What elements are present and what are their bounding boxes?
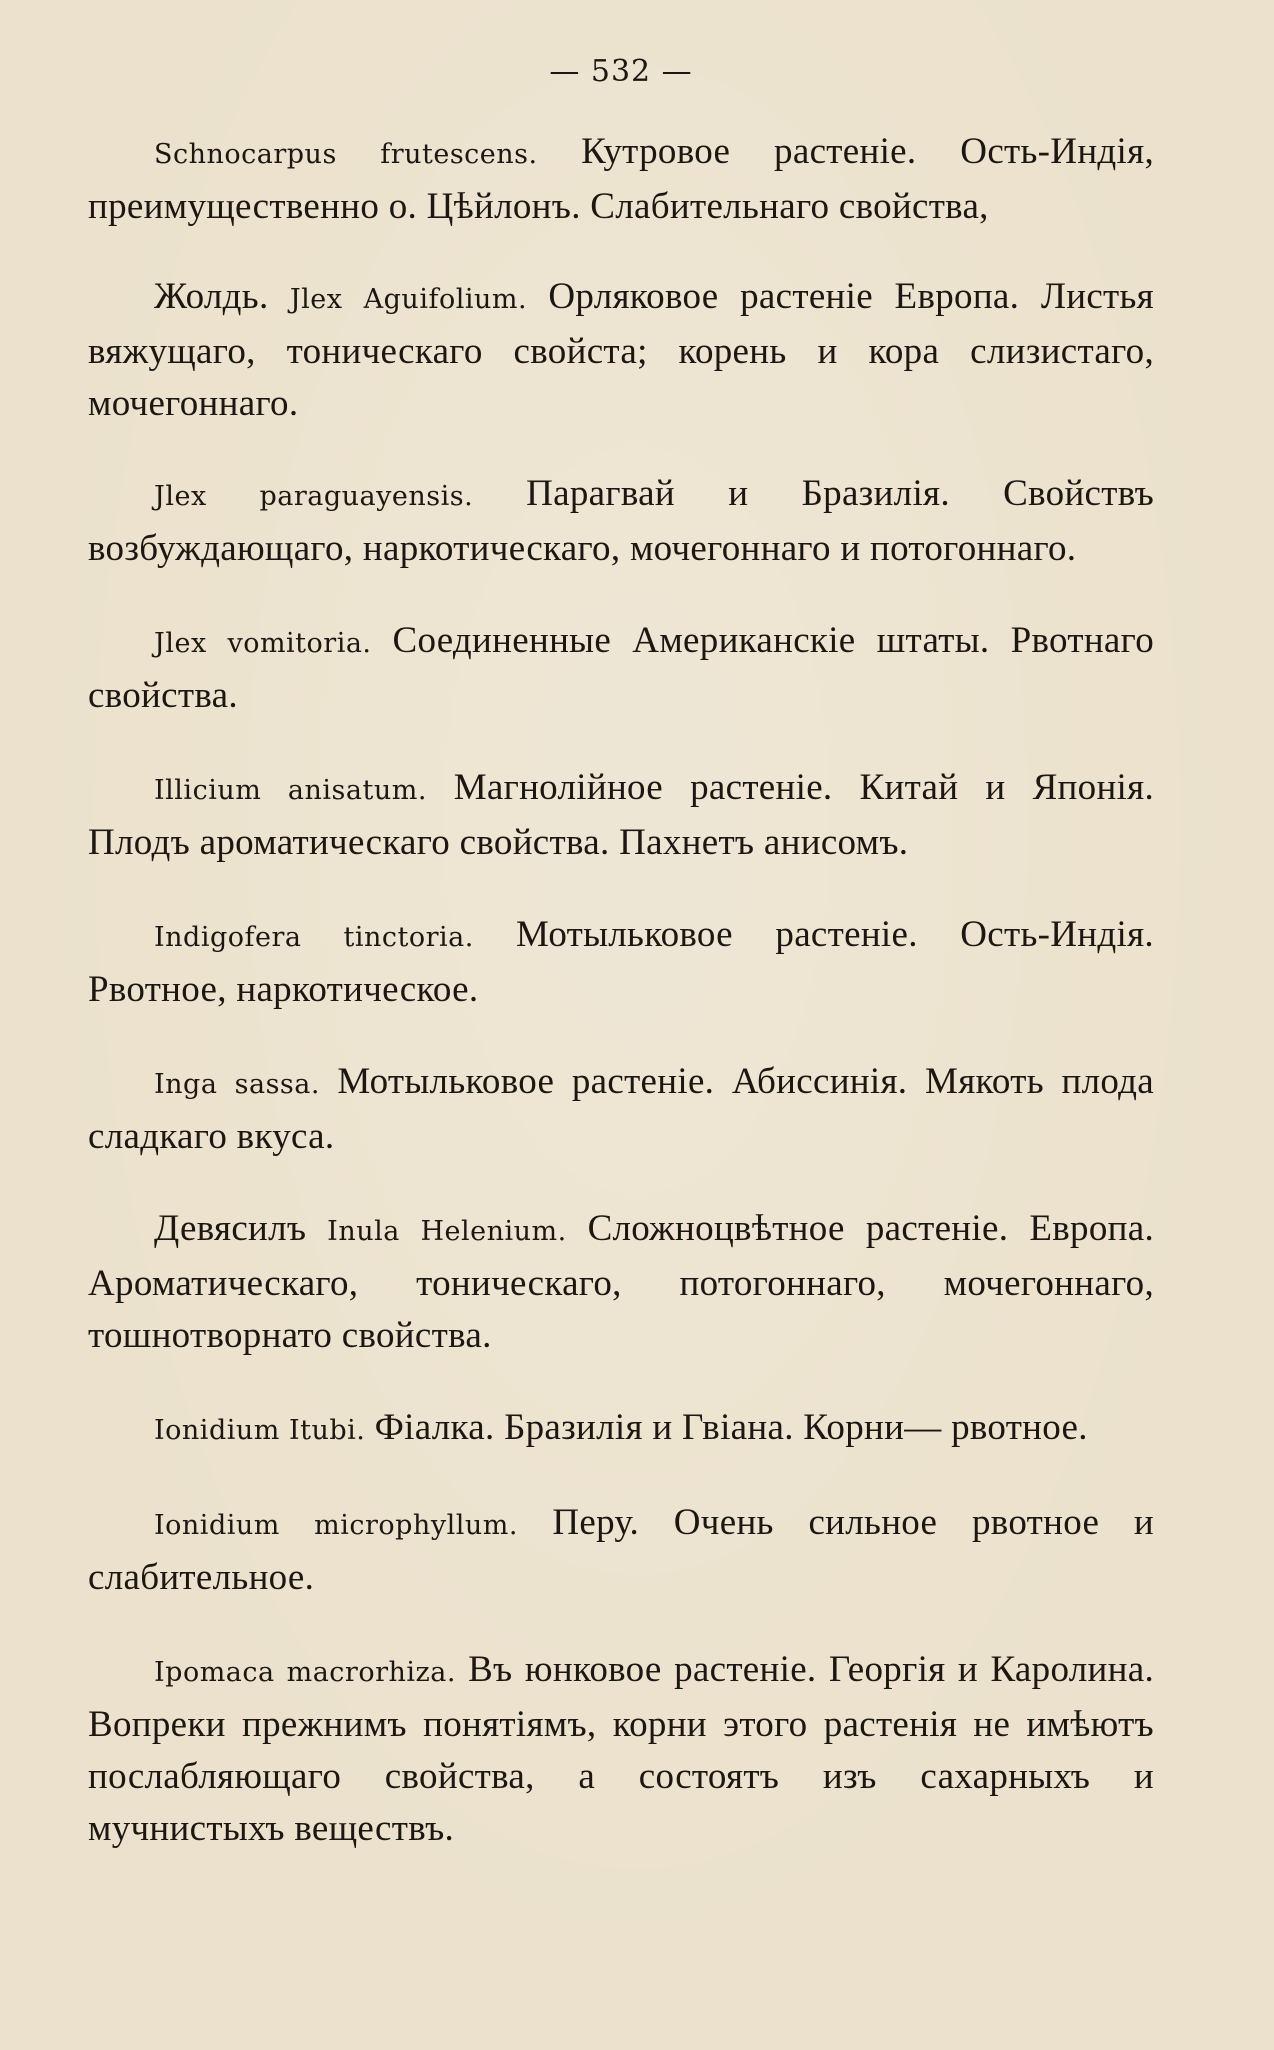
- entry-latin-name: Ionidium microphyllum.: [154, 1510, 518, 1541]
- entry-text: Магнолійное растеніе. Китай и Японія. Плодъ ароматическаго свойства. Пахнетъ анисомъ.: [88, 767, 1155, 863]
- entry-inula-helenium: [88, 1203, 1154, 1362]
- entry-latin-name: Ipomaca macrorhiza.: [154, 1657, 456, 1688]
- entry-text: Мотыльковое растеніе. Ость-Индія. Рвотное, наркотическое.: [88, 914, 1154, 1010]
- entry-illicium-anisatum: [88, 762, 1154, 869]
- entry-text: Въ юнковое растеніе. Георгія и Каролина. Вопреки прежнимъ понятіямъ, корни этого растенія не имѣютъ послабляющаго свойства, а состоятъ изъ сахарныхъ и мучнистыхъ веществъ.: [88, 1649, 1155, 1849]
- entry-text: Кутровое растеніе. Ость-Индія, преимущественно о. Цѣйлонъ. Слабительнаго свойства,: [88, 131, 1154, 227]
- entry-text: Парагвай и Бразилія. Свойствъ возбуждающаго, наркотическаго, мочегоннаго и потогоннаго.: [88, 473, 1155, 569]
- entry-latin-name: Jlex vomitoria.: [154, 628, 372, 659]
- entry-inga-sassa: [88, 1056, 1154, 1163]
- entry-text: Орляковое растеніе Европа. Листья вяжущаго, тоническаго свойста; корень и кора слизистаго, мочегоннаго.: [88, 276, 1155, 424]
- entry-common-name: Жолдь.: [154, 276, 269, 317]
- entry-latin-name: Indigofera tinctoria.: [154, 922, 474, 953]
- entry-text: Сложноцвѣтное растеніе. Европа. Ароматическаго, тоническаго, потогоннаго, мочегоннаго, тошнотворнато свойства.: [88, 1208, 1155, 1356]
- entry-latin-name: Schnocarpus frutescens.: [154, 139, 538, 170]
- entry-ipomaea-macrorhiza: [88, 1644, 1154, 1855]
- entry-text: Соединенные Американскіе штаты. Рвотнаго свойства.: [88, 620, 1154, 716]
- entry-schnocarpus: [88, 126, 1154, 233]
- entry-ilex-vomitoria: [88, 615, 1154, 722]
- entry-list: [88, 126, 1154, 1855]
- page-number: — 532 —: [549, 54, 693, 89]
- entry-common-name: Девясилъ: [154, 1208, 307, 1249]
- entry-ilex-paraguayensis: [88, 468, 1154, 575]
- entry-text: Фіалка. Бразилія и Гвіана. Корни— рвотное.: [374, 1407, 1088, 1448]
- entry-latin-name: Illicium anisatum.: [154, 775, 427, 806]
- entry-latin-name: Jlex paraguayensis.: [154, 481, 474, 512]
- entry-ionidium-microphyllum: [88, 1497, 1154, 1604]
- entry-ionidium-itubi: [88, 1402, 1154, 1457]
- entry-text: Мотыльковое растеніе. Абиссинія. Мякоть плода сладкаго вкуса.: [88, 1061, 1154, 1157]
- entry-latin-name: Inula Helenium.: [327, 1216, 567, 1247]
- entry-text: Перу. Очень сильное рвотное и слабительное.: [88, 1502, 1155, 1598]
- entry-ilex-aquifolium: [88, 271, 1154, 430]
- entry-latin-name: Inga sassa.: [154, 1069, 320, 1100]
- entry-indigofera-tinctoria: [88, 909, 1154, 1016]
- entry-latin-name: Jlex Aguifolium.: [289, 284, 528, 315]
- entry-latin-name: Ionidium Itubi.: [154, 1415, 366, 1446]
